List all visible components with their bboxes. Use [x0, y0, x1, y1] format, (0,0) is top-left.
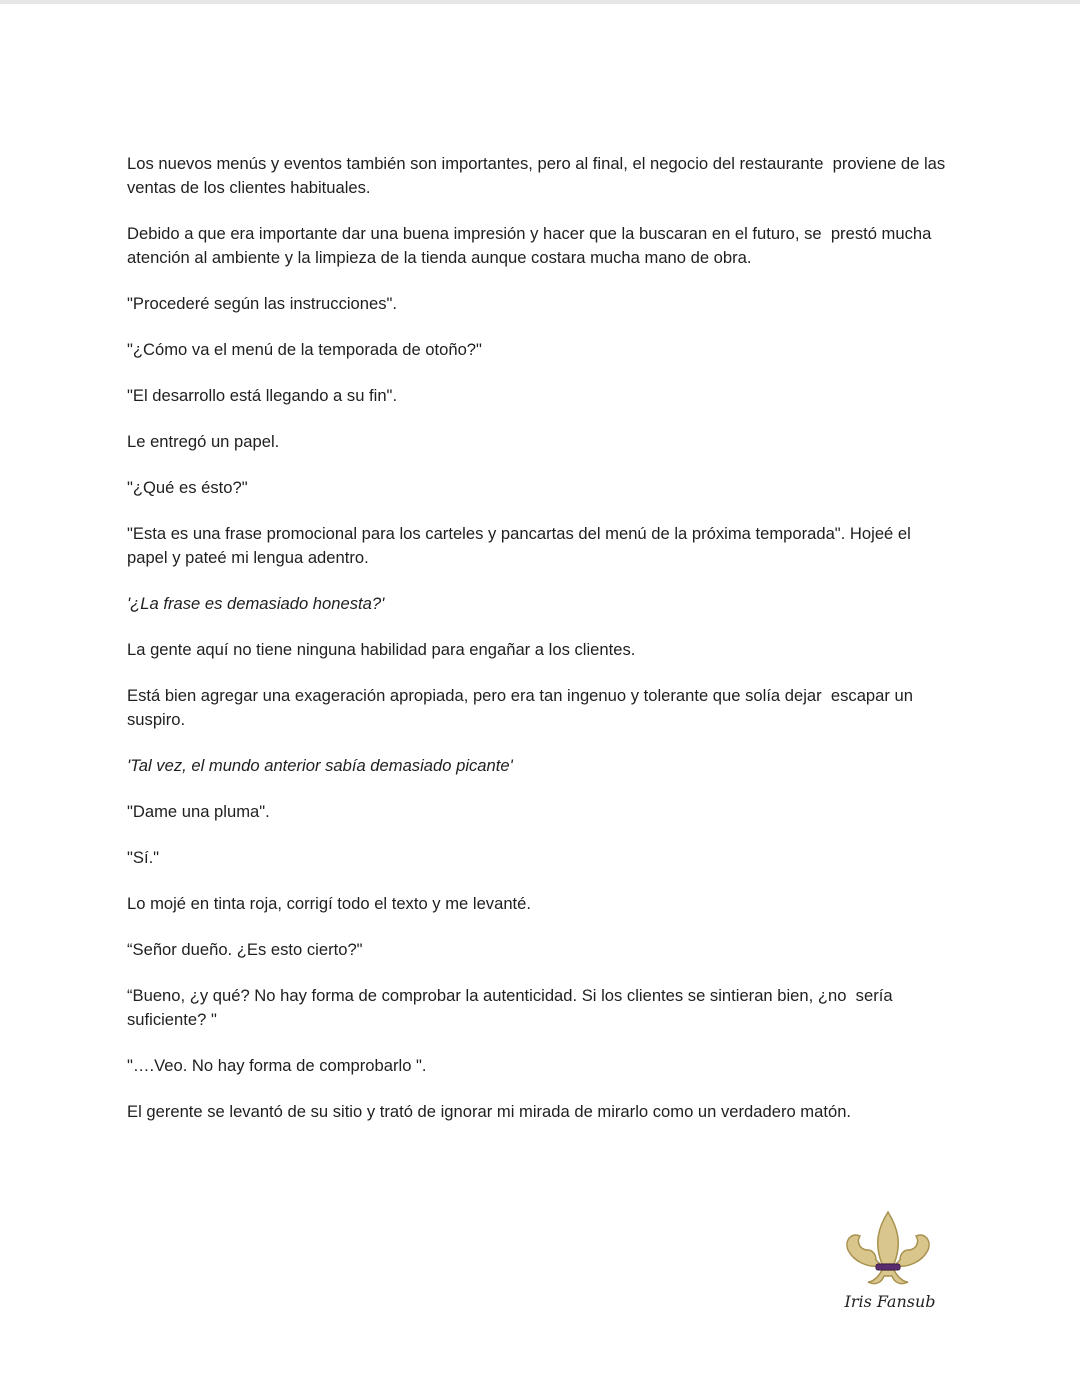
top-border — [0, 0, 1080, 4]
paragraph: 'Tal vez, el mundo anterior sabía demasiado picante' — [127, 756, 513, 775]
fleur-de-lis-icon — [838, 1208, 942, 1292]
paragraph: “Bueno, ¿y qué? No hay forma de comprobar la autenticidad. Si los clientes se sintieran bien, ¿no sería suficiente? " — [127, 986, 898, 1029]
paragraph: La gente aquí no tiene ninguna habilidad para engañar a los clientes. — [127, 640, 636, 659]
paragraph: "El desarrollo está llegando a su fin". — [127, 386, 398, 405]
paragraph: Lo mojé en tinta roja, corrigí todo el texto y me levanté. — [127, 894, 531, 913]
paragraph: “Señor dueño. ¿Es esto cierto?" — [127, 940, 363, 959]
paragraph: Los nuevos menús y eventos también son importantes, pero al final, el negocio del restaurante proviene de las ventas de los clientes habituales. — [127, 154, 950, 197]
paragraph: El gerente se levantó de su sitio y trató de ignorar mi mirada de mirarlo como un verdadero matón. — [127, 1102, 852, 1121]
paragraph: "Procederé según las instrucciones". — [127, 294, 398, 313]
paragraph: "¿Cómo va el menú de la temporada de otoño?" — [127, 340, 482, 359]
logo-text: Iris Fansub — [844, 1292, 936, 1311]
document-body — [127, 152, 952, 1146]
paragraph: Le entregó un papel. — [127, 432, 280, 451]
paragraph: "Sí." — [127, 848, 160, 867]
iris-fansub-logo — [838, 1208, 948, 1320]
paragraph: Está bien agregar una exageración apropiada, pero era tan ingenuo y tolerante que solía dejar escapar un suspiro. — [127, 686, 918, 729]
paragraph: "Esta es una frase promocional para los carteles y pancartas del menú de la próxima temporada". Hojeé el papel y pateé mi lengua adentro. — [127, 524, 916, 567]
paragraph: "¿Qué es ésto?" — [127, 478, 248, 497]
paragraph: Debido a que era importante dar una buena impresión y hacer que la buscaran en el futuro, se prestó mucha atención al ambiente y la limpieza de la tienda aunque costara mucha mano de obra. — [127, 224, 936, 267]
paragraph: "Dame una pluma". — [127, 802, 270, 821]
paragraph: "….Veo. No hay forma de comprobarlo ". — [127, 1056, 427, 1075]
paragraph: '¿La frase es demasiado honesta?' — [127, 594, 385, 613]
